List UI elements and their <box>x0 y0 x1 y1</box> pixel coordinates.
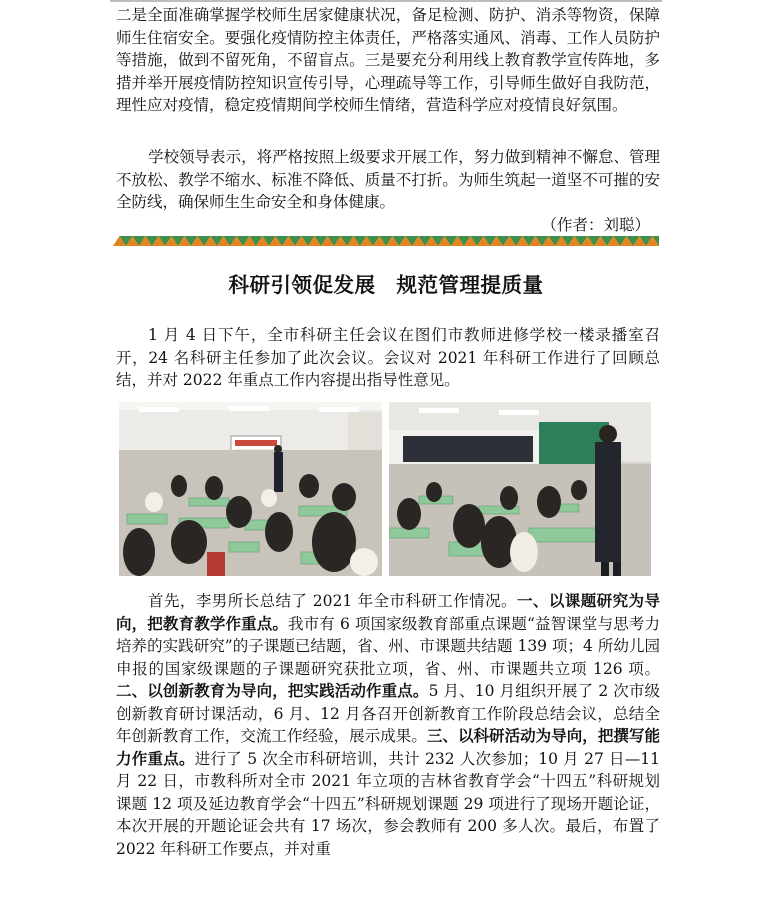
body-heading-3: 三、以科研活动为导向，把撰写能力作重点。 <box>116 726 660 768</box>
article1-author: （作者：刘聪） <box>541 216 650 234</box>
article1-paragraph-2: 学校领导表示，将严格按照上级要求开展工作，努力做到精神不懈怠、管理不放松、教学不缩水、标准不降低、质量不打折。为师生筑起一道坚不可摧的安全防线，确保师生生命安全和身体健康。 <box>116 148 660 211</box>
body-sentence-3: 5 月、10 月组织开展了 2 次市级创新教育研讨课活动，6 月、12 月各召开创新教育工作阶段总结会议，总结全年创新教育工作，交流工作经验，展示成果。 <box>116 682 660 745</box>
article1-paragraph-1: 二是全面准确掌握学校师生居家健康状况，备足检测、防护、消杀等物资，保障师生住宿安全。要强化疫情防控主体责任，严格落实通风、消毒、工作人员防护等措施，做到不留死角，不留盲点。三是要充分利用线上教育教学宣传阵地，多措并举开展疫情防控知识宣传引导，心理疏导等工作，引导师生做好自我防范，理性应对疫情，稳定疫情期间学校师生情绪，营造科学应对疫情良好氛围。 <box>116 6 660 114</box>
top-rule <box>110 0 662 2</box>
body-heading-2: 二、以创新教育为导向，把实践活动作重点。 <box>116 681 429 700</box>
body-sentence-4: 进行了 5 次全市科研培训，共计 232 人次参加；10 月 27 日—11 月 22 日，市教科所对全市 2021 年立项的吉林省教育学会“十四五”科研规划课题 12 项及延边教育学会“十四五”科研规划课题 29 项进行了现场开题论证，本次开展的开题论证会共有 17 场次，参会教师有 200 多人次。最后，布置了 2022 年科研工作要点，并对重 <box>116 749 660 858</box>
body-sentence-2: 我市有 6 项国家级教育部重点课题“益智课堂与思考力培养的实践研究”的子课题已结题，省、州、市课题共结题 139 项；4 所幼儿园申报的国家级课题的子课题研究获批立项，省、州、市课题共立项 126 项。 <box>116 614 660 678</box>
article2-title: 科研引领促发展 规范管理提质量 <box>228 273 544 297</box>
article2-intro: 1 月 4 日下午，全市科研主任会议在图们市教师进修学校一楼录播室召开，24 名科研主任参加了此次会议。会议对 2021 年科研工作进行了回顾总结，并对 2022 年重点工作内容提出指导性意见。 <box>116 326 660 389</box>
meeting-photo-right <box>389 402 651 576</box>
meeting-photo-left <box>119 402 382 576</box>
body-sentence-1: 首先，李男所长总结了 2021 年全市科研工作情况。 <box>148 592 517 610</box>
body-heading-1: 一、以课题研究为导向，把教育教学作重点。 <box>116 591 660 633</box>
decorative-zigzag-border <box>113 236 659 246</box>
article2-body <box>116 590 660 860</box>
